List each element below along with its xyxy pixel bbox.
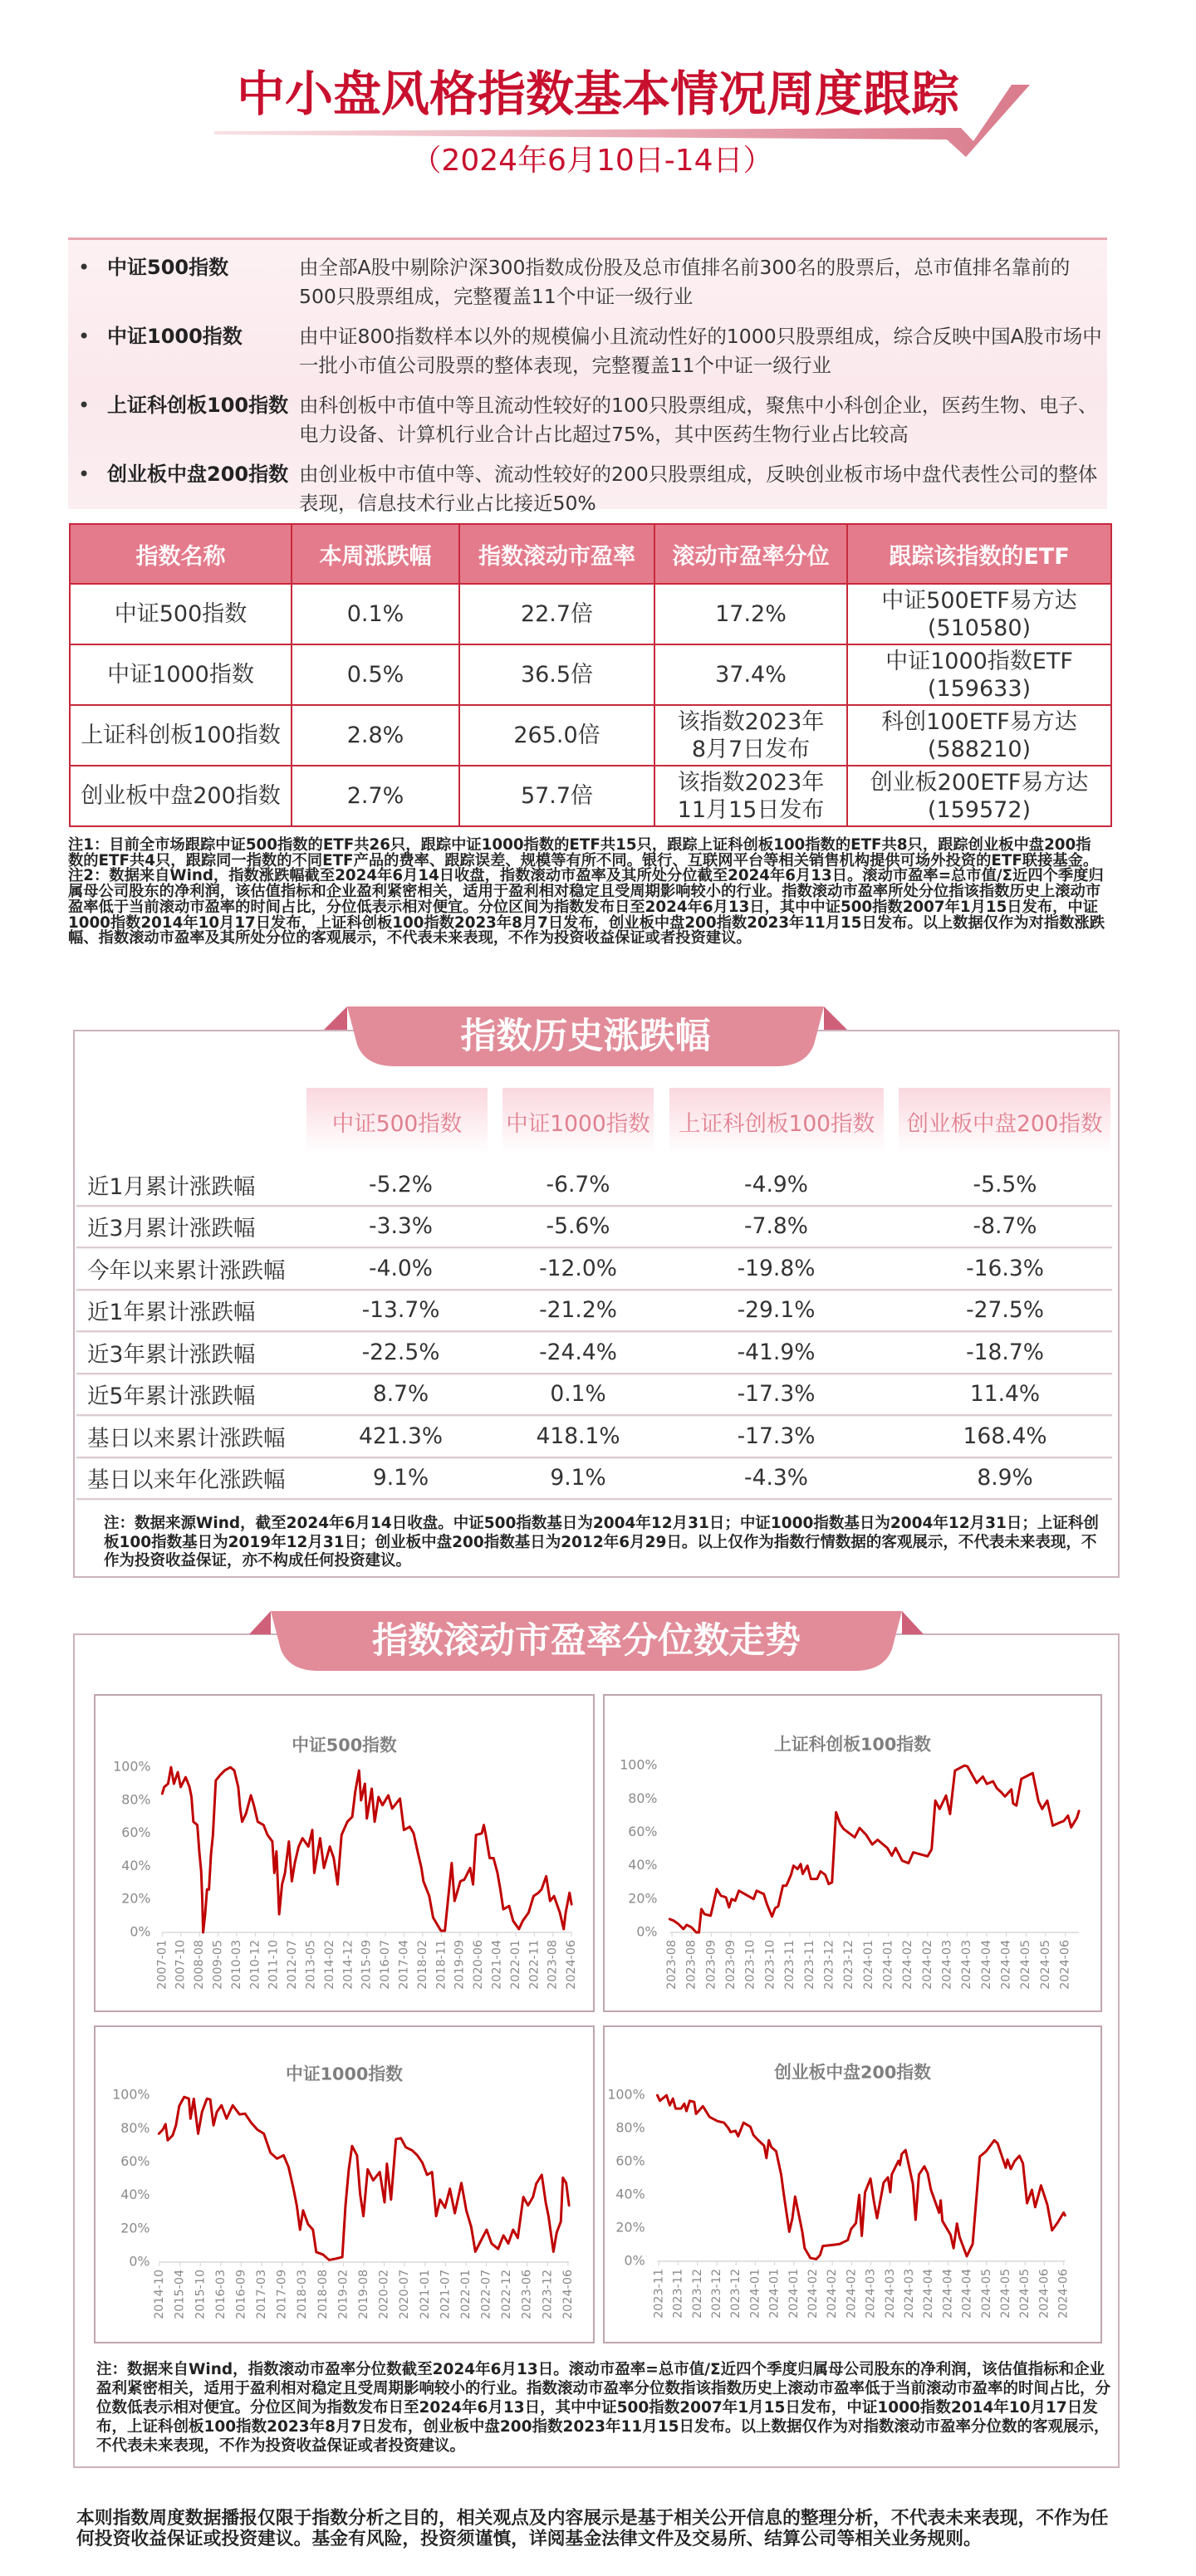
x-tick-label: 2023-08 xyxy=(684,1939,698,1990)
x-tick-label: 2023-10 xyxy=(763,1939,777,1990)
x-tick-label: 2022-01 xyxy=(458,2269,473,2319)
pe-ttm-cell: 265.0倍 xyxy=(459,705,654,766)
x-tick-label: 2023-12 xyxy=(541,2269,555,2319)
value-cell: -13.7% xyxy=(361,1297,440,1324)
x-tick-label: 2024-01 xyxy=(767,2268,782,2319)
table-row xyxy=(76,1416,1112,1458)
row-label: 基日以来累计涨跌幅 xyxy=(87,1425,286,1452)
chart-csi1000 xyxy=(94,2025,595,2343)
bullet-icon xyxy=(78,460,90,489)
bullet-icon xyxy=(78,391,90,420)
pe-percentile-line: 该指数2023年 xyxy=(677,708,825,735)
chart-title: 中证1000指数 xyxy=(286,2064,403,2084)
pe-percentile-line xyxy=(657,2095,1065,2259)
intro-item xyxy=(68,391,1107,449)
pe-percentile-cell xyxy=(654,705,847,766)
x-tick-label: 2023-10 xyxy=(743,1939,757,1990)
table-row xyxy=(76,1332,1112,1374)
chart-csi500 xyxy=(94,1694,595,2012)
x-tick-label: 2023-08 xyxy=(546,1939,560,1990)
y-tick-label: 20% xyxy=(120,2220,150,2236)
y-tick-label: 100% xyxy=(620,1756,658,1773)
etf-cell xyxy=(847,766,1111,826)
etf-cell xyxy=(847,644,1111,705)
etf-code: (510580) xyxy=(927,615,1032,641)
pe-percentile-line xyxy=(159,2097,569,2260)
value-cell: -17.3% xyxy=(737,1381,816,1408)
history-col-header: 上证科创板100指数 xyxy=(669,1088,884,1154)
value-cell: -41.9% xyxy=(737,1339,816,1365)
line-chart xyxy=(605,1696,1100,2010)
x-tick-label: 2010-12 xyxy=(248,1939,262,1990)
x-tick-label: 2024-04 xyxy=(979,1939,993,1990)
y-tick-label: 100% xyxy=(607,2086,645,2103)
index-name-cell: 中证500指数 xyxy=(70,584,292,644)
x-tick-label: 2017-04 xyxy=(397,1939,411,1990)
history-col-header: 中证1000指数 xyxy=(502,1088,654,1154)
table-row xyxy=(76,1374,1112,1417)
x-tick-label: 2009-05 xyxy=(211,1939,225,1990)
weekly-change-cell: 2.7% xyxy=(292,766,459,826)
index-description: 由全部A股中剔除沪深300指数成份股及总市值排名前300名的股票后，总市值排名靠前的500只股票组成，完整覆盖11个中证一级行业 xyxy=(299,256,1071,308)
value-cell: 9.1% xyxy=(550,1465,606,1491)
history-table xyxy=(76,1164,1112,1500)
x-tick-label: 2024-04 xyxy=(941,2268,955,2319)
value-cell: 418.1% xyxy=(536,1423,620,1449)
table-row xyxy=(76,1290,1112,1333)
x-tick-label: 2018-11 xyxy=(434,1939,448,1990)
x-tick-label: 2022-07 xyxy=(479,2269,493,2319)
x-tick-label: 2024-01 xyxy=(748,2268,762,2319)
table-row xyxy=(76,1248,1112,1290)
etf-code: (588210) xyxy=(927,736,1032,762)
pe-percentile-cell xyxy=(654,766,847,826)
value-cell: -21.2% xyxy=(539,1297,617,1324)
x-tick-label: 2024-06 xyxy=(1058,1939,1072,1990)
section-title: 指数历史涨跌幅 xyxy=(460,1016,711,1057)
x-tick-label: 2024-02 xyxy=(901,1939,915,1990)
pe-percentile-line: 11月15日发布 xyxy=(677,796,825,823)
y-tick-label: 60% xyxy=(615,2152,645,2169)
table-notes xyxy=(68,838,1105,947)
x-tick-label: 2024-05 xyxy=(999,2268,1013,2319)
index-description: 由创业板中市值中等、流动性较好的200只股票组成，反映创业板市场中盘代表性公司的整体表现，信息技术行业占比接近50% xyxy=(299,463,1098,515)
row-label: 近3月累计涨跌幅 xyxy=(87,1216,256,1242)
bullet-icon xyxy=(78,253,90,282)
x-tick-label: 2018-02 xyxy=(415,1939,429,1990)
y-tick-label: 0% xyxy=(129,2253,150,2270)
disclaimer: 本则指数周度数据播报仅限于指数分析之目的，相关观点及内容展示是基于相关公开信息的整理分析，不代表未来表现，不作为任何投资收益保证或投资建议。基金有风险，投资须谨慎，详阅基金法律文件及交易所、结算公司等相关业务规则。 xyxy=(76,2508,1109,2549)
date-range: （2024年6月10日-14日） xyxy=(411,144,773,178)
y-tick-label: 40% xyxy=(121,1857,151,1873)
x-tick-label: 2023-12 xyxy=(842,1939,856,1990)
row-label: 近1年累计涨跌幅 xyxy=(87,1300,256,1326)
table-row xyxy=(70,584,1111,644)
x-tick-label: 2024-06 xyxy=(561,2269,575,2319)
x-tick-label: 2008-08 xyxy=(193,1939,207,1990)
x-tick-label: 2024-05 xyxy=(979,2268,993,2319)
pe-ttm-cell: 36.5倍 xyxy=(459,644,654,705)
x-tick-label: 2024-06 xyxy=(1037,2268,1051,2319)
x-tick-label: 2023-11 xyxy=(652,2268,666,2319)
index-name-label: 上证科创板100指数 xyxy=(107,394,289,417)
x-tick-label: 2014-02 xyxy=(322,1939,336,1990)
y-tick-label: 0% xyxy=(130,1923,151,1940)
x-tick-label: 2023-11 xyxy=(783,1939,797,1990)
value-cell: -22.5% xyxy=(361,1339,440,1365)
x-tick-label: 2022-11 xyxy=(527,1939,542,1990)
line-chart xyxy=(605,2027,1100,2342)
table-row xyxy=(70,705,1111,766)
weekly-change-cell: 0.5% xyxy=(292,644,459,705)
y-tick-label: 40% xyxy=(628,1857,658,1873)
x-tick-label: 2024-05 xyxy=(1019,1939,1033,1990)
row-label: 近3年累计涨跌幅 xyxy=(87,1341,256,1368)
x-tick-label: 2023-12 xyxy=(709,2268,723,2319)
x-tick-label: 2016-07 xyxy=(379,1939,393,1990)
y-tick-label: 100% xyxy=(113,1758,151,1775)
value-cell: -8.7% xyxy=(973,1213,1037,1240)
x-tick-label: 2023-09 xyxy=(724,1939,738,1990)
x-tick-label: 2024-02 xyxy=(845,2268,859,2319)
value-cell: -7.8% xyxy=(744,1213,808,1240)
intro-item xyxy=(68,253,1107,311)
chart-title: 中证500指数 xyxy=(292,1735,397,1756)
x-tick-label: 2017-03 xyxy=(255,2269,269,2319)
value-cell: -17.3% xyxy=(737,1423,816,1449)
summary-table xyxy=(69,523,1112,827)
index-name-label: 中证1000指数 xyxy=(107,325,243,348)
x-tick-label: 2023-11 xyxy=(671,2268,685,2319)
x-tick-label: 2019-08 xyxy=(357,2269,371,2319)
table-row xyxy=(76,1207,1112,1249)
note-1: 注1：目前全市场跟踪中证500指数的ETF共26只，跟踪中证1000指数的ETF共15只，跟踪上证科创板100指数的ETF共8只，跟踪创业板中盘200指数的ETF共4只，跟踪同一指数的不同ETF产品的费率、跟踪误差、规模等有所不同。银行、互联网平台等相关销售机构提供可场外投资的ETF联接基金。 xyxy=(68,836,1099,869)
y-tick-label: 0% xyxy=(624,2252,645,2269)
value-cell: -19.8% xyxy=(737,1255,816,1281)
y-tick-label: 60% xyxy=(121,1824,151,1841)
pe-ttm-cell: 22.7倍 xyxy=(459,584,654,644)
x-tick-label: 2013-05 xyxy=(304,1939,318,1990)
x-tick-label: 2012-07 xyxy=(286,1939,300,1990)
index-name-cell: 上证科创板100指数 xyxy=(70,705,292,766)
x-tick-label: 2019-09 xyxy=(453,1939,467,1990)
value-cell: -16.3% xyxy=(966,1255,1044,1281)
x-tick-label: 2024-01 xyxy=(861,1939,875,1990)
value-cell: -24.4% xyxy=(539,1339,617,1365)
x-tick-label: 2024-01 xyxy=(881,1939,895,1990)
chart-title: 创业板中盘200指数 xyxy=(774,2062,931,2083)
pe-percentile-line: 8月7日发布 xyxy=(691,736,811,762)
value-cell: -5.6% xyxy=(546,1213,610,1240)
x-tick-label: 2024-04 xyxy=(999,1939,1013,1990)
history-col-header: 创业板中盘200指数 xyxy=(899,1088,1110,1154)
value-cell: 8.9% xyxy=(977,1465,1033,1491)
x-tick-label: 2007-10 xyxy=(174,1939,188,1990)
x-tick-label: 2014-12 xyxy=(341,1939,355,1990)
x-tick-label: 2024-05 xyxy=(1018,2268,1032,2319)
y-tick-label: 20% xyxy=(628,1890,658,1907)
page-title: 中小盘风格指数基本情况周度跟踪 xyxy=(236,66,959,122)
x-tick-label: 2024-05 xyxy=(1038,1939,1052,1990)
y-tick-label: 100% xyxy=(112,2086,150,2103)
x-tick-label: 2020-07 xyxy=(398,2269,412,2319)
x-tick-label: 2024-06 xyxy=(1056,2268,1071,2319)
value-cell: -4.9% xyxy=(744,1171,808,1197)
value-cell: -12.0% xyxy=(539,1255,617,1281)
bullet-icon xyxy=(78,322,90,351)
pe-trend-section-banner xyxy=(249,1611,924,1671)
x-tick-label: 2018-08 xyxy=(316,2269,330,2319)
x-tick-label: 2024-02 xyxy=(826,2268,840,2319)
table-header-row xyxy=(70,524,1111,584)
value-cell: -6.7% xyxy=(546,1171,610,1197)
note-2: 注2：数据来自Wind，指数涨跌幅截至2024年6月14日收盘，指数滚动市盈率及其所处分位截至2024年6月13日。滚动市盈率=总市值/Σ近四个季度归属母公司股东的净利润，该估值指标和企业盈利紧密相关，适用于盈利相对稳定且受周期影响较小的行业。指数滚动市盈率所处分位指该指数历史上滚动市盈率低于当前滚动市盈率的时间占比，分位低表示相对便宜。分位区间为指数发布日至2024年6月13日，其中中证500指数2007年1月15日发布，中证1000指数2014年10月17日发布，上证科创板100指数2023年8月7日发布，创业板中盘200指数2023年11月15日发布。以上数据仅作为对指数涨跌幅、指数滚动市盈率及其所处分位的客观展示，不代表未来表现，不作为投资收益保证或者投资建议。 xyxy=(68,867,1105,948)
pe-ttm-cell: 57.7倍 xyxy=(459,766,654,826)
history-footnote: 注：数据来源Wind，截至2024年6月14日收盘。中证500指数基日为2004年12月31日；中证1000指数基日为2004年12月31日；上证科创板100指数基日为2019年12月31日；创业板中盘200指数基日为2012年6月29日。以上仅作为指数行情数据的客观展示，不代表未来表现，不作为投资收益保证，亦不构成任何投资建议。 xyxy=(104,1515,1099,1570)
history-col-header: 中证500指数 xyxy=(306,1088,488,1154)
value-cell: 0.1% xyxy=(550,1381,606,1408)
x-tick-label: 2021-01 xyxy=(418,2269,432,2319)
etf-code: (159633) xyxy=(927,675,1032,702)
x-tick-label: 2024-03 xyxy=(940,1939,954,1990)
y-tick-label: 40% xyxy=(615,2186,645,2202)
value-cell: 168.4% xyxy=(963,1423,1047,1449)
col-header-index-name: 指数名称 xyxy=(70,524,292,584)
index-name-label: 创业板中盘200指数 xyxy=(107,463,289,486)
value-cell: -29.1% xyxy=(737,1297,816,1324)
pe-percentile-line: 17.2% xyxy=(715,601,787,627)
x-tick-label: 2023-12 xyxy=(822,1939,836,1990)
index-name-cell: 创业板中盘200指数 xyxy=(70,766,292,826)
weekly-change-cell: 0.1% xyxy=(292,584,459,644)
x-tick-label: 2024-06 xyxy=(565,1939,579,1990)
value-cell: -5.2% xyxy=(369,1171,433,1197)
x-tick-label: 2016-03 xyxy=(213,2269,228,2319)
value-cell: 9.1% xyxy=(372,1465,429,1491)
intro-item xyxy=(68,322,1107,380)
pe-percentile-line: 37.4% xyxy=(715,662,787,688)
pe-percentile-line xyxy=(162,1767,571,1932)
index-name-label: 中证500指数 xyxy=(107,256,229,279)
y-tick-label: 20% xyxy=(615,2219,645,2236)
line-chart xyxy=(96,2027,593,2342)
etf-name: 创业板200ETF易方达 xyxy=(870,769,1089,796)
x-tick-label: 2024-04 xyxy=(922,2268,936,2319)
value-cell: -3.3% xyxy=(369,1213,433,1240)
line-chart xyxy=(96,1696,593,2010)
y-tick-label: 20% xyxy=(121,1890,151,1907)
y-tick-label: 40% xyxy=(120,2187,150,2203)
x-tick-label: 2007-01 xyxy=(155,1939,169,1990)
col-header-etf: 跟踪该指数的ETF xyxy=(847,524,1111,584)
etf-code: (159572) xyxy=(927,796,1032,823)
y-tick-label: 0% xyxy=(636,1923,658,1940)
x-tick-label: 2024-03 xyxy=(903,2268,917,2319)
x-tick-label: 2020-02 xyxy=(377,2269,391,2319)
col-header-weekly-change: 本周涨跌幅 xyxy=(292,524,459,584)
x-tick-label: 2023-11 xyxy=(802,1939,816,1990)
etf-cell xyxy=(847,705,1111,766)
value-cell: -18.7% xyxy=(966,1339,1044,1365)
row-label: 近5年累计涨跌幅 xyxy=(87,1383,256,1410)
value-cell: -4.3% xyxy=(744,1465,808,1491)
etf-name: 中证1000指数ETF xyxy=(885,648,1073,674)
x-tick-label: 2024-04 xyxy=(960,2268,974,2319)
index-description: 由中证800指数样本以外的规模偏小且流动性好的1000只股票组成，综合反映中国A股市场中一批小市值公司股票的整体表现，完整覆盖11个中证一级行业 xyxy=(299,325,1102,377)
etf-name: 科创100ETF易方达 xyxy=(881,708,1077,735)
table-row xyxy=(76,1458,1112,1501)
x-tick-label: 2023-08 xyxy=(665,1939,679,1990)
index-intro-panel xyxy=(68,238,1107,515)
pe-percentile-line xyxy=(669,1765,1079,1932)
x-tick-label: 2024-03 xyxy=(864,2268,878,2319)
x-tick-label: 2017-09 xyxy=(275,2269,289,2319)
x-tick-label: 2010-03 xyxy=(229,1939,243,1990)
section-title: 指数滚动市盈率分位数走势 xyxy=(372,1620,801,1662)
chart-star100 xyxy=(603,1694,1102,2012)
x-tick-label: 2015-09 xyxy=(360,1939,374,1990)
weekly-change-cell: 2.8% xyxy=(292,705,459,766)
value-cell: -4.0% xyxy=(369,1255,433,1281)
x-tick-label: 2015-10 xyxy=(194,2269,208,2319)
x-tick-label: 2023-06 xyxy=(520,2269,534,2319)
table-row xyxy=(70,766,1111,826)
y-tick-label: 80% xyxy=(121,1791,151,1808)
y-tick-label: 80% xyxy=(628,1790,658,1806)
value-cell: 8.7% xyxy=(372,1381,429,1408)
index-name-cell: 中证1000指数 xyxy=(70,644,292,705)
pe-percentile-cell xyxy=(654,644,847,705)
x-tick-label: 2023-09 xyxy=(704,1939,718,1990)
etf-cell xyxy=(847,584,1111,644)
chart-title: 上证科创板100指数 xyxy=(774,1734,931,1755)
x-tick-label: 2020-06 xyxy=(472,1939,486,1990)
x-tick-label: 2023-12 xyxy=(690,2268,704,2319)
table-row xyxy=(76,1164,1112,1207)
y-tick-label: 60% xyxy=(628,1823,658,1839)
x-tick-label: 2024-03 xyxy=(883,2268,897,2319)
history-section-banner xyxy=(324,1006,847,1066)
x-tick-label: 2023-12 xyxy=(729,2268,743,2319)
row-label: 基日以来年化涨跌幅 xyxy=(87,1467,286,1494)
chart-chinext-mid200 xyxy=(603,2025,1102,2343)
y-tick-label: 60% xyxy=(120,2152,150,2169)
x-tick-label: 2021-04 xyxy=(490,1939,504,1990)
x-tick-label: 2024-02 xyxy=(806,2268,820,2319)
x-tick-label: 2022-01 xyxy=(508,1939,522,1990)
pe-percentile-cell xyxy=(654,584,847,644)
pe-trend-footnote: 注：数据来自Wind，指数滚动市盈率分位数截至2024年6月13日。滚动市盈率=总市值/Σ近四个季度归属母公司股东的净利润，该估值指标和企业盈利紧密相关，适用于盈利相对稳定且受周期影响较小的行业。指数滚动市盈率分位数指该指数历史上滚动市盈率低于当前滚动市盈率的时间占比，分位数低表示相对便宜。分位区间为指数发布日至2024年6月13日，其中中证500指数2007年1月15日发布，中证1000指数2014年10月17日发布，上证科创板100指数2023年8月7日发布，创业板中盘200指数2023年11月15日发布。以上数据仅作为对指数滚动市盈率分位数的客观展示，不代表未来表现，不作为投资收益保证或者投资建议。 xyxy=(96,2361,1111,2455)
value-cell: 11.4% xyxy=(969,1381,1041,1408)
col-header-pe-percentile: 滚动市盈率分位 xyxy=(654,524,847,584)
x-tick-label: 2014-10 xyxy=(153,2269,167,2319)
index-description: 由科创板中市值中等且流动性较好的100只股票组成，聚焦中小科创企业，医药生物、电子、电力设备、计算机行业合计占比超过75%，其中医药生物行业占比较高 xyxy=(299,394,1098,446)
intro-item xyxy=(68,460,1107,518)
x-tick-label: 2024-02 xyxy=(920,1939,934,1990)
y-tick-label: 80% xyxy=(615,2119,645,2136)
y-tick-label: 80% xyxy=(120,2119,150,2136)
value-cell: -27.5% xyxy=(966,1297,1044,1324)
x-tick-label: 2015-04 xyxy=(173,2269,187,2319)
x-tick-label: 2016-09 xyxy=(234,2269,248,2319)
col-header-pe-ttm: 指数滚动市盈率 xyxy=(459,524,654,584)
row-label: 近1月累计涨跌幅 xyxy=(87,1173,256,1200)
value-cell: 421.3% xyxy=(358,1423,444,1449)
x-tick-label: 2024-03 xyxy=(960,1939,974,1990)
row-label: 今年以来累计涨跌幅 xyxy=(87,1257,286,1284)
table-row xyxy=(70,644,1111,705)
x-tick-label: 2019-02 xyxy=(336,2269,350,2319)
x-tick-label: 2022-12 xyxy=(500,2269,514,2319)
value-cell: -5.5% xyxy=(973,1171,1037,1197)
x-tick-label: 2011-10 xyxy=(267,1939,281,1990)
pe-percentile-line: 该指数2023年 xyxy=(677,769,825,796)
x-tick-label: 2021-07 xyxy=(439,2269,453,2319)
x-tick-label: 2018-03 xyxy=(296,2269,310,2319)
x-tick-label: 2024-01 xyxy=(787,2268,801,2319)
etf-name: 中证500ETF易方达 xyxy=(881,587,1077,614)
